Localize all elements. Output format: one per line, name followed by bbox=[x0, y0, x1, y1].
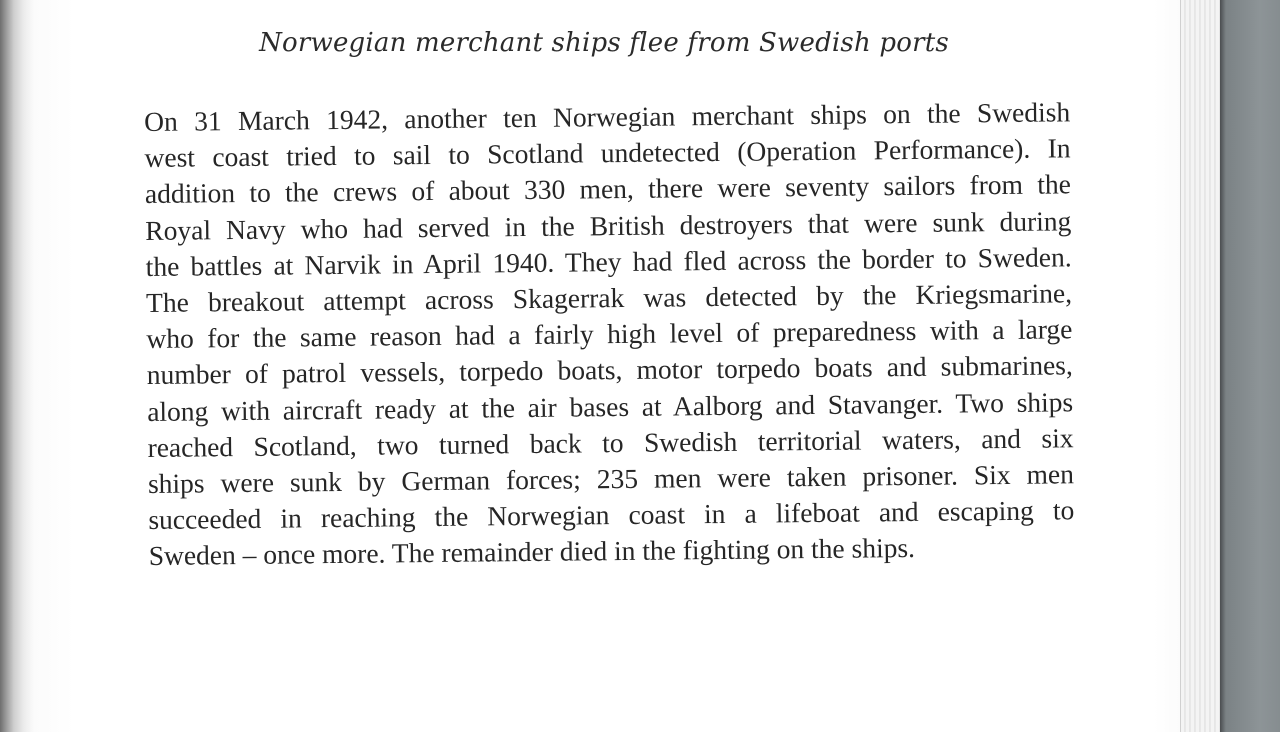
paragraph-line: along with aircraft ready at the air bases at Aalborg and Stavanger. Two ships bbox=[147, 385, 1074, 427]
paragraph-line: ships were sunk by German forces; 235 men were taken prisoner. Six men bbox=[147, 458, 1075, 500]
paragraph-line: The breakout attempt across Skagerrak was detected by the Kriegsmarine, bbox=[145, 277, 1073, 319]
book-gutter-shadow bbox=[0, 0, 34, 732]
paragraph-line: west coast tried to sail to Scotland undetected (Operation Performance). In bbox=[144, 132, 1071, 174]
page-surface bbox=[34, 0, 1212, 732]
body-paragraph bbox=[144, 94, 1075, 574]
paragraph-line: who for the same reason had a fairly high level of preparedness with a large bbox=[146, 313, 1073, 355]
paragraph-line: Sweden – once more. The remainder died in the fighting on the ships. bbox=[148, 532, 916, 572]
paragraph-line: number of patrol vessels, torpedo boats, motor torpedo boats and submarines, bbox=[146, 349, 1073, 391]
paragraph-line: addition to the crews of about 330 men, there were seventy sailors from the bbox=[144, 168, 1072, 210]
paragraph-line: On 31 March 1942, another ten Norwegian merchant ships on the Swedish bbox=[144, 96, 1071, 137]
page-heading: Norwegian merchant ships flee from Swedish ports bbox=[259, 28, 949, 58]
background-surface bbox=[1220, 0, 1280, 732]
paragraph-line: Royal Navy who had served in the British destroyers that were sunk during bbox=[145, 204, 1072, 246]
paragraph-line: reached Scotland, two turned back to Swedish territorial waters, and six bbox=[147, 422, 1074, 463]
paragraph-line: succeeded in reaching the Norwegian coast in a lifeboat and escaping to bbox=[148, 494, 1075, 536]
stacked-page-edges bbox=[1180, 0, 1221, 732]
paragraph-line: the battles at Narvik in April 1940. They had fled across the border to Sweden. bbox=[145, 241, 1072, 282]
